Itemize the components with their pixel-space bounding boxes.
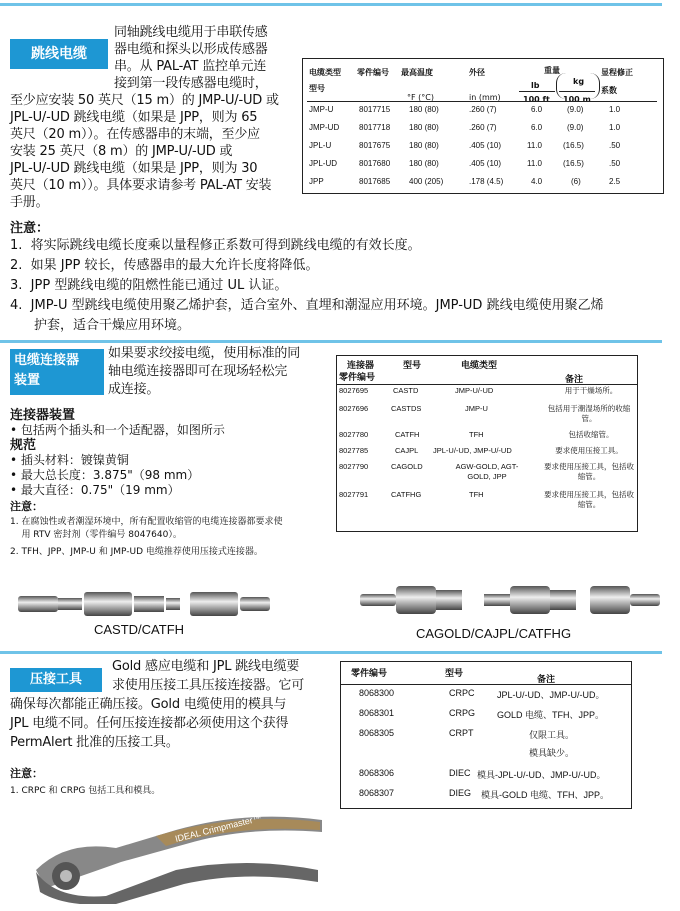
col-sub-100ft: 100 ft: [523, 95, 550, 104]
col-header-part: 零件编号: [339, 372, 376, 382]
table-row: 8027790 CAGOLD AGW-GOLD, AGT-GOLD, JPP 要求使用压接工具，包括收缩管。: [339, 462, 634, 481]
intro-line: 轴电缆连接器即可在现场轻松完: [108, 364, 288, 379]
table-row: [309, 141, 659, 159]
tag-line: 电缆连接器: [14, 353, 80, 368]
body-line: 手册。: [10, 195, 49, 210]
note-item: 2. 如果 JPP 较长，传感器串的最大允许长度将降低。: [10, 258, 319, 273]
intro-line: 如果要求绞接电缆，使用标准的同: [108, 346, 301, 361]
section-tag-crimp-tools: 压接工具: [10, 668, 102, 692]
table-body: [341, 688, 631, 808]
intro-line: 器电缆和探头以形成传感器: [114, 42, 268, 57]
note-text: JMP-U 型跳线电缆使用聚乙烯护套，适合室外、直埋和潮湿应用环境。JMP-UD 跳线电缆使用聚乙烯: [30, 298, 604, 313]
section3-body: [10, 695, 332, 752]
table-row: 模具缺少。: [529, 748, 575, 758]
table-row: [309, 123, 659, 141]
note-item: 1. 在腐蚀性或者潮湿环境中，所有配置收缩管的电缆连接器都要求使: [10, 517, 283, 527]
caption-castd: CASTD/CATFH: [94, 622, 185, 637]
note-item: 2. TFH、JPP、JMP-U 和 JMP-UD 电缆推荐使用压接式连接器。: [10, 547, 263, 557]
table-row: [309, 177, 659, 195]
cell-factor: 1.0: [609, 105, 621, 114]
crimp-tool-image: [26, 800, 326, 904]
col-header-max-temp: 最高温度: [401, 68, 433, 77]
note-item: 4. JMP-U 型跳线电缆使用聚乙烯护套，适合室外、直埋和潮湿应用环境。JMP-UD 跳线电缆使用聚乙烯: [10, 298, 604, 313]
col-header-cable: 电缆类型: [461, 360, 498, 370]
col-header-factor: 显程修正: [601, 68, 633, 77]
cell-factor: .50: [609, 141, 621, 150]
table-row: 8068301 CRPG GOLD 电缆、TFH、JPP。: [359, 708, 605, 720]
col-header-cable-type: 电缆类型: [309, 68, 341, 77]
table-row: [309, 159, 659, 177]
paren-right: [589, 73, 600, 99]
cell-part: 8017680: [359, 159, 391, 168]
section1-notes-title: 注意：: [10, 221, 50, 236]
note-item: 用 RTV 密封剂（零件编号 8047640）。: [10, 530, 182, 540]
fraction-line: [519, 91, 555, 92]
body-line: 求使用压接工具压接连接器。它可: [112, 678, 305, 693]
col-header-part: 零件编号: [351, 668, 388, 678]
connector-cagold-image: [354, 576, 666, 624]
cell-model: JPL-U: [309, 141, 332, 150]
cell-model: JMP-U: [309, 105, 334, 114]
cell-kg: (6): [571, 177, 581, 186]
note-text: JPP 型跳线电缆的阻燃性能已通过 UL 认证。: [30, 278, 288, 293]
cell-part: 8017718: [359, 123, 391, 132]
table-row: 8027696 CASTDS JMP-U 包括用于潮湿场所的收缩管。: [339, 404, 631, 423]
note-text: 护套，适合干燥应用环境。: [34, 318, 191, 333]
cell-temp: 400 (205): [409, 177, 444, 186]
body-line: JPL-U/-UD 跳线电缆（如果是 JPP，则为 65: [10, 110, 258, 125]
note-item: 1. 将实际跳线电缆长度乘以量程修正系数可得到跳线电缆的有效长度。: [10, 238, 421, 253]
col-sub-lb: lb: [531, 81, 540, 90]
intro-line: 成连接。: [108, 382, 160, 397]
section1-notes: [10, 236, 670, 336]
col-header-od: 外径: [469, 68, 485, 77]
col-header-weight: 重量: [544, 66, 560, 75]
spec-item: • 最大直径：0.75"（19 mm）: [10, 483, 180, 497]
cell-kg: (16.5): [563, 159, 584, 168]
cell-part: 8017685: [359, 177, 391, 186]
cell-kg: (9.0): [567, 105, 584, 114]
top-divider: [0, 3, 662, 6]
table-divider: [337, 384, 637, 385]
table-row: [309, 105, 659, 123]
cell-factor: 1.0: [609, 123, 621, 132]
cell-kg: (9.0): [567, 123, 584, 132]
cell-od: .405 (10): [469, 159, 502, 168]
spec-item: • 最大总长度：3.875"（98 mm）: [10, 468, 200, 482]
col-sub-kg: kg: [573, 77, 585, 86]
subheading-kit: 连接器装置: [10, 408, 76, 423]
section3-intro: [112, 657, 332, 695]
col-header-model: 型号: [309, 84, 325, 93]
body-line: 英尺（20 m））。在传感器串的末端，至少应: [10, 127, 260, 142]
cell-temp: 180 (80): [409, 159, 439, 168]
col-sub-od-units: in (mm): [469, 93, 501, 102]
section2-specs: [10, 408, 330, 559]
cell-lb: 6.0: [531, 123, 543, 132]
subheading-specs: 规范: [10, 438, 37, 453]
cell-od: .405 (10): [469, 141, 502, 150]
cell-lb: 11.0: [527, 159, 542, 168]
body-line: 至少应安装 50 英尺（15 m）的 JMP-U/-UD 或: [10, 93, 279, 108]
note-item: 3. JPP 型跳线电缆的阻燃性能已通过 UL 认证。: [10, 278, 288, 293]
tool-brand-label: IDEAL Crimpmaster™: [174, 812, 263, 844]
table-row: 8027791 CATFHG TFH 要求使用压接工具，包括收缩管。: [339, 490, 634, 509]
caption-cagold: CAGOLD/CAJPL/CATFHG: [416, 626, 572, 641]
cell-lb: 6.0: [531, 105, 543, 114]
cell-temp: 180 (80): [409, 123, 439, 132]
cell-od: .260 (7): [469, 123, 497, 132]
cell-model: JPP: [309, 177, 324, 186]
col-header-model: 型号: [403, 360, 422, 370]
table-row: 8068306 DIEC 模具-JPL-U/-UD、JMP-U/-UD。: [359, 768, 606, 780]
note-item: [10, 316, 670, 336]
table-row: 8068300 CRPC JPL-U/-UD、JMP-U/-UD。: [359, 688, 605, 700]
section-divider: [0, 651, 662, 654]
body-line: PermAlert 批准的压接工具。: [10, 735, 179, 750]
table-row: 8027695 CASTD JMP-U/-UD 用于干燥场所。: [339, 386, 618, 395]
note-text: 如果 JPP 较长，传感器串的最大允许长度将降低。: [30, 258, 319, 273]
notes-title: 注意：: [10, 500, 43, 513]
cell-factor: 2.5: [609, 177, 621, 186]
cell-model: JMP-UD: [309, 123, 340, 132]
section1-body: [10, 92, 302, 211]
table-row: 8027780 CATFH TFH 包括收缩管。: [339, 430, 614, 439]
cell-model: JPL-UD: [309, 159, 338, 168]
col-header-remarks: 备注: [565, 374, 584, 384]
body-line: 安装 25 英尺（8 m）的 JMP-U/-UD 或: [10, 144, 233, 159]
cell-part: 8017675: [359, 141, 391, 150]
section2-intro: [108, 345, 323, 399]
body-line: JPL 电缆不同。任何压接连接都必须使用这个获得: [10, 716, 289, 731]
cell-temp: 180 (80): [409, 141, 439, 150]
col-sub-100m: 100 m: [563, 95, 591, 104]
table-row: 8068305 CRPT 仅限工具。: [359, 728, 575, 740]
cell-kg: (16.5): [563, 141, 584, 150]
cell-lb: 11.0: [527, 141, 542, 150]
jumper-cable-table: [302, 58, 664, 194]
table-body: [337, 386, 637, 516]
body-line: JPL-U/-UD 跳线电缆（如果是 JPP，则为 30: [10, 161, 258, 176]
table-row: 8068307 DIEG 模具-GOLD 电缆、TFH、JPP。: [359, 788, 610, 800]
col-header-model: 型号: [445, 668, 464, 678]
section-tag-jumper-cable: 跳线电缆: [10, 39, 108, 69]
cell-factor: .50: [609, 159, 621, 168]
spec-item: • 插头材料：镀镍黄铜: [10, 453, 129, 467]
table-body: [309, 105, 659, 195]
table-divider: [341, 684, 631, 685]
crimp-tool-table: [340, 661, 632, 809]
col-header-part-number: 零件编号: [357, 68, 389, 77]
body-line: 确保每次都能正确压接。Gold 电缆使用的模具与: [10, 697, 287, 712]
section-tag-connector-kits: [10, 349, 104, 395]
body-line: 英尺（10 m））。具体要求请参考 PAL-AT 安装: [10, 178, 272, 193]
notes-title: 注意：: [10, 767, 43, 780]
cell-lb: 4.0: [531, 177, 543, 186]
table-row: 8027785 CAJPL JPL-U/-UD, JMP-U/-UD 要求使用压接工具。: [339, 446, 623, 455]
cell-od: .260 (7): [469, 105, 497, 114]
col-sub-factor: 系数: [601, 86, 617, 95]
col-header-remarks: 备注: [537, 674, 556, 684]
intro-line: 串。从 PAL-AT 监控单元连: [114, 59, 267, 74]
intro-line: 接到第一段传感器电缆时，: [114, 76, 268, 91]
note-item: 1. CRPC 和 CRPG 包括工具和模具。: [10, 786, 161, 796]
col-header-connector: 连接器: [347, 360, 375, 370]
intro-line: 同轴跳线电缆用于串联传感: [114, 25, 268, 40]
tag-line: 装置: [14, 373, 41, 388]
cell-temp: 180 (80): [409, 105, 439, 114]
body-line: Gold 感应电缆和 JPL 跳线电缆要: [112, 659, 300, 674]
col-sub-temp-units: °F (°C): [407, 93, 434, 102]
connector-castd-image: [14, 584, 274, 624]
cell-od: .178 (4.5): [469, 177, 504, 186]
section-divider: [0, 340, 662, 343]
section1-intro: [114, 24, 304, 92]
spec-item: • 包括两个插头和一个适配器，如图所示: [10, 423, 225, 437]
note-text: 将实际跳线电缆长度乘以量程修正系数可得到跳线电缆的有效长度。: [30, 238, 421, 253]
paren-left: [556, 73, 567, 99]
connector-table: [336, 355, 638, 532]
cell-part: 8017715: [359, 105, 391, 114]
table-divider: [307, 101, 657, 102]
